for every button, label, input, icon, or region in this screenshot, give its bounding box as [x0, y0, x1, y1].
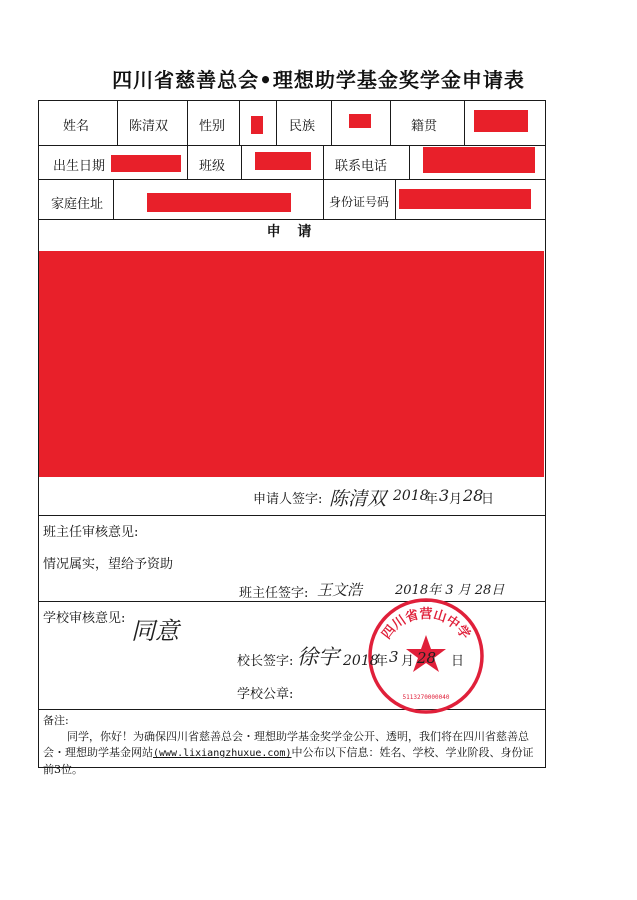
col-divider — [117, 101, 118, 145]
ethnicity-redaction — [349, 114, 371, 128]
col-divider — [113, 179, 114, 219]
application-month-suffix: 月 — [449, 492, 463, 507]
native-place-label: 籍贯 — [411, 119, 438, 134]
col-divider — [239, 101, 240, 145]
row-divider — [39, 179, 545, 180]
native-place-redaction — [474, 110, 528, 132]
teacher-signature: 王文浩 — [317, 581, 363, 599]
application-title: 申 请 — [266, 224, 318, 240]
col-divider — [241, 145, 242, 179]
birth-date-label: 出生日期 — [53, 159, 106, 174]
name-label: 姓名 — [63, 119, 90, 134]
principal-signature: 徐宇 — [297, 645, 339, 669]
stamp-text: 四川省营山中学 — [379, 607, 473, 643]
application-text-redaction — [39, 251, 544, 477]
teacher-opinion: 情况属实，望给予资助 — [43, 557, 174, 572]
id-number-redaction — [399, 189, 531, 209]
remarks-text — [43, 729, 537, 778]
teacher-review-label: 班主任审核意见: — [43, 525, 139, 540]
col-divider — [409, 145, 410, 179]
name-value: 陈清双 — [129, 119, 169, 134]
gender-label: 性别 — [199, 119, 226, 134]
application-day: 28 — [463, 486, 484, 505]
school-opinion: 同意 — [131, 617, 179, 645]
col-divider — [187, 145, 188, 179]
phone-label: 联系电话 — [335, 159, 388, 174]
teacher-signature-label: 班主任签字: — [239, 586, 309, 601]
school-seal-label: 学校公章: — [237, 687, 294, 702]
phone-redaction — [423, 147, 535, 173]
row-divider — [39, 145, 545, 146]
col-divider — [187, 101, 188, 145]
col-divider — [390, 101, 391, 145]
col-divider — [331, 101, 332, 145]
principal-date-day-suffix: 日 — [451, 654, 465, 669]
principal-date-day: 28 — [417, 649, 437, 667]
gender-redaction — [251, 116, 263, 134]
principal-date-month-suffix: 月 — [401, 654, 415, 669]
col-divider — [323, 179, 324, 219]
teacher-date: 2018年 3 月 28日 — [395, 583, 505, 598]
website-link[interactable]: (www.lixiangzhuxue.com) — [153, 748, 292, 759]
application-day-suffix: 日 — [481, 492, 495, 507]
remarks-label: 备注: — [43, 714, 69, 727]
application-month: 3 — [439, 486, 450, 505]
application-year-suffix: 年 — [425, 492, 439, 507]
col-divider — [323, 145, 324, 179]
col-divider — [395, 179, 396, 219]
row-divider — [39, 219, 545, 220]
ethnicity-label: 民族 — [289, 119, 316, 134]
application-year: 2018 — [393, 488, 429, 504]
principal-date-year: 2018 — [343, 653, 379, 669]
principal-date-year-suffix: 年 — [375, 654, 389, 669]
page-title: 四川省慈善总会•理想助学基金奖学金申请表 — [112, 68, 525, 92]
id-number-label: 身份证号码 — [329, 195, 390, 209]
application-form — [38, 100, 546, 776]
principal-signature-label: 校长签字: — [237, 654, 294, 669]
birth-date-redaction — [111, 155, 181, 172]
col-divider — [276, 101, 277, 145]
principal-date-month: 3 — [389, 648, 399, 666]
remarks-text-before: 同学，你好！为确保四川省慈善总会・理想助学基金奖学金公开、透明，我们将在四川省慈善总会・理想助学基金网站 — [43, 730, 529, 759]
address-label: 家庭住址 — [51, 197, 104, 212]
school-review-label: 学校审核意见: — [43, 611, 126, 626]
class-redaction — [255, 152, 311, 170]
section-divider — [39, 515, 545, 516]
remarks-text-after: 中公布以下信息：姓名、学校、学业阶段、身份证前3位。 — [43, 746, 534, 776]
class-label: 班级 — [199, 159, 226, 174]
applicant-signature: 陈清双 — [329, 488, 387, 510]
address-redaction — [147, 193, 291, 212]
col-divider — [464, 101, 465, 145]
svg-text:5113270000040: 5113270000040 — [402, 694, 450, 701]
applicant-signature-label: 申请人签字: — [253, 492, 323, 507]
